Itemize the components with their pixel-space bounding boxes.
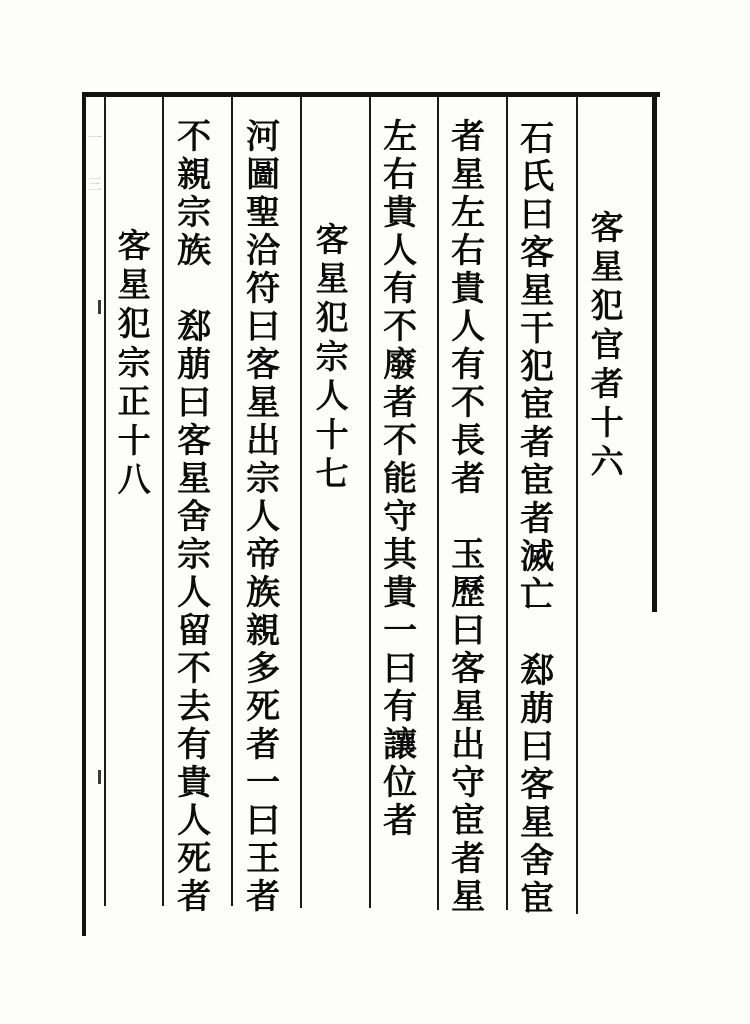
block-frame-bottom-tick: [82, 906, 86, 936]
block-frame-right-rule: [652, 92, 657, 612]
text-column-7: 不親宗族 郄萠曰客星舍宗人留不去有貴人死者: [170, 118, 211, 916]
text-column-6: 河圖聖洽符曰客星出宗人帝族親多死者一曰王者: [239, 118, 280, 916]
margin-note: 一 三: [85, 130, 103, 199]
column-rule-4: [369, 96, 371, 908]
text-column-5: 客星犯宗人十七: [310, 222, 350, 495]
column-rule-1: [576, 96, 578, 914]
column-rule-3: [437, 96, 439, 910]
column-rule-7: [162, 96, 164, 906]
text-column-1: 客星犯官者十六: [585, 210, 625, 483]
edge-tick-top: [98, 300, 101, 314]
column-rule-2: [506, 96, 508, 910]
text-column-8: 客星犯宗正十八: [112, 228, 152, 501]
text-column-3: 者星左右貴人有不長者 玉歷曰客星出守宦者星: [444, 118, 485, 916]
text-column-2: 石氏曰客星干犯宦者宦者滅亡 郄萠曰客星舍宦: [513, 120, 554, 918]
column-rule-5: [300, 96, 302, 908]
column-rule-6: [231, 96, 233, 906]
block-frame: [82, 92, 660, 918]
text-column-4: 左右貴人有不廢者不能守其貴一曰有讓位者: [376, 118, 417, 840]
edge-tick-bottom: [98, 770, 101, 784]
